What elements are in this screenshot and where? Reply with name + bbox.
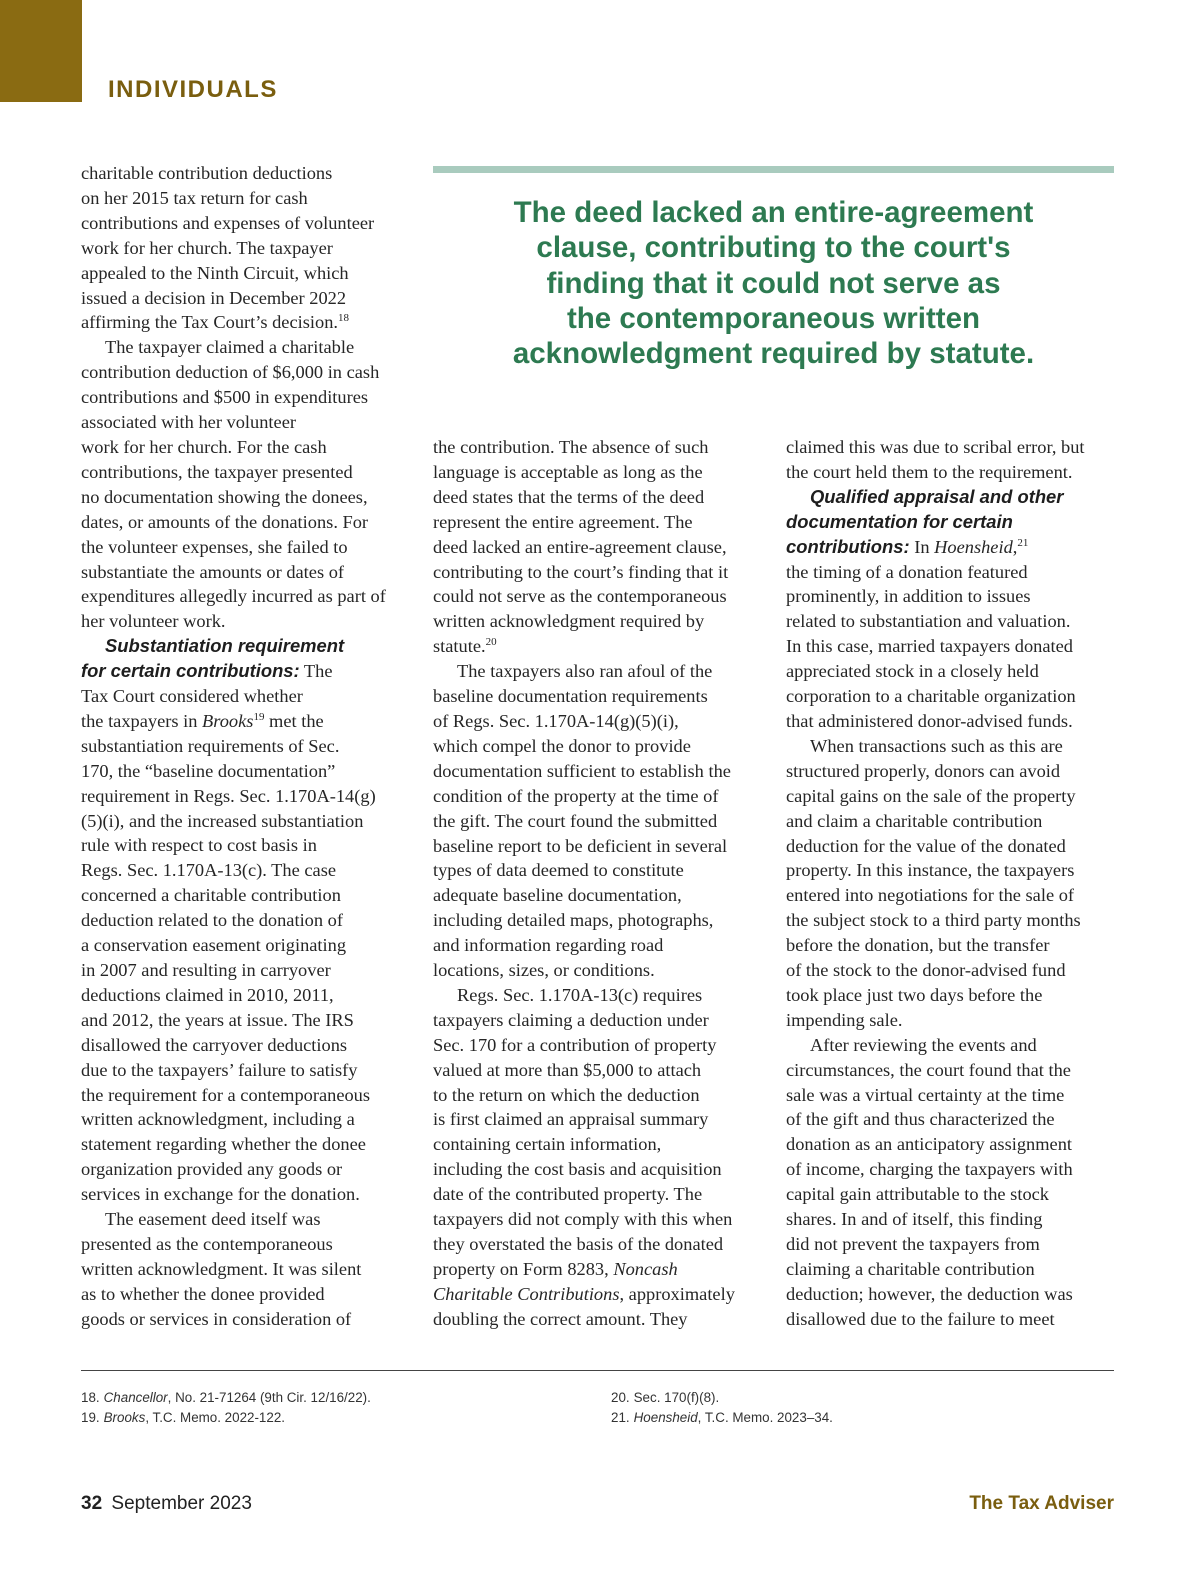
paragraph bbox=[81, 335, 415, 634]
text-line: structured properly, donors can avoid bbox=[786, 760, 1061, 781]
text-line: contributing to the court’s finding that it bbox=[433, 561, 729, 582]
text-line: substantiation requirements of Sec. bbox=[81, 735, 340, 756]
text-line: is first claimed an appraisal summary bbox=[433, 1109, 709, 1130]
text-line: work for her church. The taxpayer bbox=[81, 237, 333, 258]
footnote bbox=[611, 1408, 833, 1428]
text-line: in 2007 and resulting in carryover bbox=[81, 960, 331, 980]
text-line: Regs. Sec. 1.170A-13(c) requires bbox=[457, 984, 703, 1005]
text-run: , bbox=[1012, 536, 1018, 557]
subheading: for certain contributions: bbox=[81, 660, 300, 682]
text-line: of the gift and thus characterized the bbox=[786, 1109, 1055, 1130]
paragraph bbox=[81, 161, 415, 335]
text-line: the requirement for a contemporaneous bbox=[81, 1084, 371, 1105]
text-line: locations, sizes, or conditions. bbox=[433, 960, 655, 981]
text-line: that administered donor-advised funds. bbox=[786, 710, 1073, 731]
text-line: of income, charging the taxpayers with bbox=[786, 1159, 1073, 1180]
text-line: taxpayers claiming a deduction under bbox=[433, 1009, 709, 1030]
text-line: could not serve as the contemporaneous bbox=[433, 586, 727, 607]
text-line: associated with her volunteer bbox=[81, 412, 296, 433]
text-line: including the cost basis and acquisition bbox=[433, 1159, 722, 1180]
paragraph bbox=[433, 435, 768, 659]
text-line: and 2012, the years at issue. The IRS bbox=[81, 1009, 354, 1030]
footnote-ref: 21 bbox=[1017, 536, 1029, 549]
text-line: capital gain attributable to the stock bbox=[786, 1184, 1050, 1205]
text-line: circumstances, the court found that the bbox=[786, 1059, 1071, 1080]
text-line: entered into negotiations for the sale of bbox=[786, 885, 1075, 906]
text-line: as to whether the donee provided bbox=[81, 1283, 325, 1304]
text-line: services in exchange for the donation. bbox=[81, 1184, 360, 1205]
paragraph bbox=[433, 659, 768, 983]
footnotes-right bbox=[611, 1388, 833, 1428]
text-line: requirement in Regs. Sec. 1.170A-14(g) bbox=[81, 785, 376, 806]
paragraph bbox=[81, 1207, 415, 1332]
text-line: the subject stock to a third party months bbox=[786, 910, 1081, 931]
text-line: contributions and expenses of volunteer bbox=[81, 212, 375, 233]
text-line: of the stock to the donor-advised fund bbox=[786, 960, 1066, 981]
text-line: Tax Court considered whether bbox=[81, 686, 303, 707]
footnote-number: 20. bbox=[611, 1390, 630, 1405]
paragraph bbox=[786, 485, 1116, 734]
page-footer-left bbox=[81, 1493, 252, 1515]
pull-quote-line: the contemporaneous written bbox=[566, 301, 981, 335]
text-line: sale was a virtual certainty at the time bbox=[786, 1084, 1065, 1105]
text-line: The taxpayer claimed a charitable bbox=[105, 337, 355, 358]
text-line: deductions claimed in 2010, 2011, bbox=[81, 984, 334, 1005]
text-line: related to substantiation and valuation. bbox=[786, 611, 1071, 632]
text-line: disallowed due to the failure to meet bbox=[786, 1308, 1055, 1329]
text-line: contributions, the taxpayer presented bbox=[81, 461, 353, 482]
text-line: Sec. 170 for a contribution of property bbox=[433, 1034, 717, 1055]
text-line: impending sale. bbox=[786, 1009, 903, 1030]
corner-accent-block bbox=[0, 0, 82, 102]
text-line: statute. bbox=[433, 636, 486, 657]
paragraph bbox=[786, 435, 1116, 485]
article-column-2 bbox=[433, 435, 768, 1332]
text-line: before the donation, but the transfer bbox=[786, 935, 1050, 956]
footnote-divider bbox=[81, 1370, 1114, 1371]
text-line: The taxpayers also ran afoul of the bbox=[457, 661, 713, 682]
text-line: expenditures allegedly incurred as part of bbox=[81, 586, 386, 607]
text-line: prominently, in addition to issues bbox=[786, 586, 1031, 607]
text-line: shares. In and of itself, this finding bbox=[786, 1209, 1043, 1230]
section-label: INDIVIDUALS bbox=[108, 76, 278, 103]
text-line: deduction; however, the deduction was bbox=[786, 1283, 1073, 1304]
text-run: In bbox=[909, 536, 935, 557]
text-line: to the return on which the deduction bbox=[433, 1084, 700, 1105]
text-line: and information regarding road bbox=[433, 935, 664, 956]
text-run: property on Form 8283, bbox=[433, 1258, 614, 1279]
paragraph bbox=[786, 1033, 1116, 1332]
text-line: goods or services in consideration of bbox=[81, 1308, 352, 1329]
text-line: represent the entire agreement. The bbox=[433, 511, 693, 532]
text-line: capital gains on the sale of the property bbox=[786, 785, 1076, 806]
text-line: did not prevent the taxpayers from bbox=[786, 1234, 1040, 1254]
text-line: (5)(i), and the increased substantiation bbox=[81, 810, 364, 831]
footnote-text: , T.C. Memo. 2023–34. bbox=[697, 1410, 833, 1425]
text-line: of Regs. Sec. 1.170A-14(g)(5)(i), bbox=[433, 710, 679, 731]
text-line: condition of the property at the time of bbox=[433, 785, 719, 806]
footnote-text: , No. 21-71264 (9th Cir. 12/16/22). bbox=[167, 1390, 371, 1405]
text-line: In this case, married taxpayers donated bbox=[786, 636, 1073, 657]
text-line: a conservation easement originating bbox=[81, 935, 347, 956]
text-run: The bbox=[299, 661, 333, 682]
footnote-number: 19. bbox=[81, 1410, 100, 1425]
page-number: 32 bbox=[81, 1493, 103, 1514]
pull-quote-line: clause, contributing to the court's bbox=[536, 231, 1011, 265]
text-line: her volunteer work. bbox=[81, 611, 226, 632]
text-line: disallowed the carryover deductions bbox=[81, 1034, 348, 1055]
pull-quote-bar bbox=[433, 166, 1114, 173]
text-line: taxpayers did not comply with this when bbox=[433, 1209, 733, 1230]
subheading: contributions: bbox=[786, 535, 910, 557]
text-line: presented as the contemporaneous bbox=[81, 1233, 333, 1254]
article-column-1 bbox=[81, 161, 415, 1332]
text-line: valued at more than $5,000 to attach bbox=[433, 1059, 702, 1080]
text-line: and claim a charitable contribution bbox=[786, 810, 1043, 831]
text-line: 170, the “baseline documentation” bbox=[81, 760, 336, 781]
text-line: claiming a charitable contribution bbox=[786, 1258, 1035, 1279]
paragraph bbox=[433, 983, 768, 1332]
text-run: the taxpayers in bbox=[81, 710, 203, 731]
text-line: statement regarding whether the donee bbox=[81, 1134, 366, 1155]
text-line: on her 2015 tax return for cash bbox=[81, 187, 308, 208]
text-line: no documentation showing the donees, bbox=[81, 486, 368, 507]
text-line: issued a decision in December 2022 bbox=[81, 287, 347, 308]
case-name: Hoensheid bbox=[934, 536, 1013, 557]
footnote-ref: 18 bbox=[338, 312, 349, 325]
text-line: corporation to a charitable organization bbox=[786, 686, 1076, 707]
text-line: deduction related to the donation of bbox=[81, 910, 343, 931]
text-line: The easement deed itself was bbox=[105, 1209, 321, 1230]
text-line: After reviewing the events and bbox=[810, 1034, 1037, 1055]
text-line: the gift. The court found the submitted bbox=[433, 810, 718, 831]
text-line: substantiate the amounts or dates of bbox=[81, 561, 345, 582]
text-line: which compel the donor to provide bbox=[433, 735, 691, 756]
text-line: property. In this instance, the taxpayers bbox=[786, 860, 1075, 881]
text-line: doubling the correct amount. They bbox=[433, 1308, 688, 1329]
text-line: affirming the Tax Court’s decision. bbox=[81, 312, 338, 333]
text-line: work for her church. For the cash bbox=[81, 436, 327, 457]
text-line: date of the contributed property. The bbox=[433, 1184, 703, 1205]
paragraph bbox=[81, 634, 415, 1207]
footnote-ref: 20 bbox=[485, 636, 497, 649]
footnote bbox=[81, 1408, 371, 1428]
footnote-number: 21. bbox=[611, 1410, 630, 1425]
text-line: deed lacked an entire-agreement clause, bbox=[433, 536, 727, 557]
text-line: donation as an anticipatory assignment bbox=[786, 1134, 1073, 1155]
text-line: types of data deemed to constitute bbox=[433, 860, 684, 881]
pull-quote-line: The deed lacked an entire-agreement bbox=[513, 196, 1034, 229]
text-line: charitable contribution deductions bbox=[81, 163, 333, 183]
text-line: containing certain information, bbox=[433, 1134, 662, 1155]
form-title: Charitable Contributions bbox=[433, 1283, 620, 1304]
text-line: contributions and $500 in expenditures bbox=[81, 387, 369, 408]
subheading: Qualified appraisal and other bbox=[810, 485, 1064, 507]
text-line: claimed this was due to scribal error, but bbox=[786, 437, 1085, 457]
text-line: the court held them to the requirement. bbox=[786, 461, 1073, 482]
text-line: the volunteer expenses, she failed to bbox=[81, 536, 348, 557]
text-line: When transactions such as this are bbox=[810, 735, 1063, 756]
publication-name: The Tax Adviser bbox=[969, 1493, 1114, 1514]
text-line: appreciated stock in a closely held bbox=[786, 661, 1039, 682]
text-line: baseline documentation requirements bbox=[433, 686, 708, 707]
text-line: adequate baseline documentation, bbox=[433, 885, 682, 906]
text-line: Regs. Sec. 1.170A-13(c). The case bbox=[81, 860, 337, 881]
text-line: contribution deduction of $6,000 in cash bbox=[81, 362, 380, 383]
case-name: Brooks bbox=[202, 710, 254, 731]
text-line: they overstated the basis of the donated bbox=[433, 1234, 724, 1254]
text-line: took place just two days before the bbox=[786, 984, 1043, 1005]
text-line: the timing of a donation featured bbox=[786, 561, 1028, 582]
form-title: Noncash bbox=[613, 1258, 678, 1279]
paragraph bbox=[786, 734, 1116, 1033]
case-name: Brooks bbox=[103, 1410, 146, 1425]
text-line: including detailed maps, photographs, bbox=[433, 910, 714, 931]
text-line: language is acceptable as long as the bbox=[433, 461, 703, 482]
case-name: Chancellor bbox=[103, 1390, 168, 1405]
footnote-number: 18. bbox=[81, 1390, 100, 1405]
footnote-text: Sec. 170(f)(8). bbox=[633, 1390, 720, 1405]
footnote bbox=[611, 1388, 833, 1408]
footnotes-left bbox=[81, 1388, 371, 1428]
article-column-3 bbox=[786, 435, 1116, 1332]
issue-date: September 2023 bbox=[111, 1493, 252, 1514]
case-name: Hoensheid bbox=[633, 1410, 698, 1425]
text-line: written acknowledgment. It was silent bbox=[81, 1258, 362, 1279]
text-line: the contribution. The absence of such bbox=[433, 437, 709, 457]
subheading: documentation for certain bbox=[786, 510, 1013, 532]
subheading: Substantiation requirement bbox=[105, 635, 345, 657]
text-run: , approximately bbox=[619, 1283, 735, 1304]
text-line: rule with respect to cost basis in bbox=[81, 835, 317, 856]
pull-quote bbox=[433, 195, 1114, 371]
text-run: met the bbox=[264, 710, 324, 731]
text-line: organization provided any goods or bbox=[81, 1159, 343, 1180]
footnote-text: , T.C. Memo. 2022-122. bbox=[145, 1410, 285, 1425]
footnote bbox=[81, 1388, 371, 1408]
text-line: written acknowledgment required by bbox=[433, 611, 705, 632]
text-line: deed states that the terms of the deed bbox=[433, 486, 705, 507]
pull-quote-line: finding that it could not serve as bbox=[546, 266, 1001, 300]
text-line: documentation sufficient to establish the bbox=[433, 760, 731, 781]
text-line: appealed to the Ninth Circuit, which bbox=[81, 262, 349, 283]
footnote-ref: 19 bbox=[253, 710, 265, 723]
text-line: written acknowledgment, including a bbox=[81, 1109, 355, 1130]
text-line: due to the taxpayers’ failure to satisfy bbox=[81, 1059, 358, 1080]
text-line: dates, or amounts of the donations. For bbox=[81, 511, 369, 532]
pull-quote-line: acknowledgment required by statute. bbox=[512, 337, 1035, 371]
text-line: baseline report to be deficient in several bbox=[433, 835, 728, 856]
text-line: deduction for the value of the donated bbox=[786, 835, 1066, 856]
text-line: concerned a charitable contribution bbox=[81, 885, 341, 906]
